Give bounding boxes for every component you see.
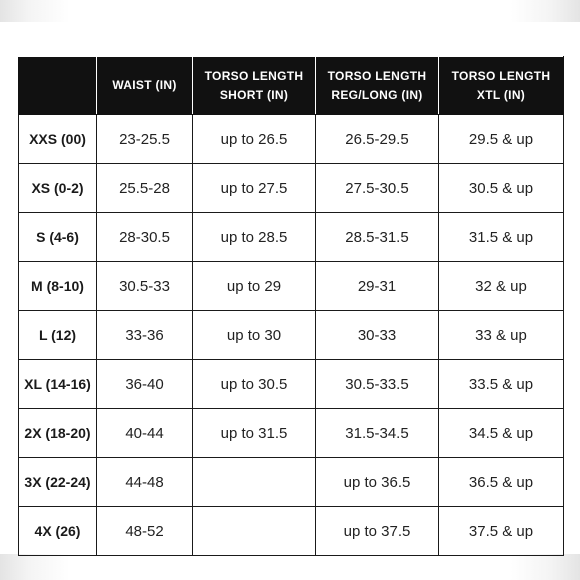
header-torso-xtl-line1: TORSO LENGTH: [451, 68, 551, 83]
torso-reg-cell: up to 37.5: [316, 507, 439, 556]
torso-xtl-cell: 33 & up: [439, 311, 564, 360]
header-torso-xtl-line2: XTL (IN): [476, 87, 526, 102]
size-chart-table: [18, 56, 564, 556]
size-cell: 4X (26): [19, 507, 97, 556]
size-cell: S (4-6): [19, 213, 97, 262]
torso-short-cell: up to 29: [193, 262, 316, 311]
torso-xtl-cell: 36.5 & up: [439, 458, 564, 507]
table-row: [19, 262, 564, 311]
torso-reg-cell: 29-31: [316, 262, 439, 311]
header-torso-short: [193, 57, 316, 115]
header-size: [19, 57, 97, 115]
torso-short-cell: [193, 458, 316, 507]
table-row: [19, 458, 564, 507]
torso-xtl-cell: 34.5 & up: [439, 409, 564, 458]
size-cell: 2X (18-20): [19, 409, 97, 458]
table-body: [19, 115, 564, 556]
torso-xtl-cell: 33.5 & up: [439, 360, 564, 409]
torso-reg-cell: 30.5-33.5: [316, 360, 439, 409]
header-torso-xtl: [439, 57, 564, 115]
torso-short-cell: up to 28.5: [193, 213, 316, 262]
table-row: [19, 409, 564, 458]
torso-short-cell: up to 26.5: [193, 115, 316, 164]
torso-reg-cell: 26.5-29.5: [316, 115, 439, 164]
size-cell: XXS (00): [19, 115, 97, 164]
torso-reg-cell: 28.5-31.5: [316, 213, 439, 262]
header-row: [19, 57, 564, 115]
torso-xtl-cell: 30.5 & up: [439, 164, 564, 213]
header-torso-reg-line2: REG/LONG (IN): [331, 87, 423, 102]
table-row: [19, 164, 564, 213]
torso-short-cell: up to 31.5: [193, 409, 316, 458]
header-waist: WAIST (IN): [97, 57, 193, 115]
waist-cell: 23-25.5: [97, 115, 193, 164]
waist-cell: 30.5-33: [97, 262, 193, 311]
torso-short-cell: up to 27.5: [193, 164, 316, 213]
header-torso-reg: [316, 57, 439, 115]
size-cell: M (8-10): [19, 262, 97, 311]
torso-reg-cell: 31.5-34.5: [316, 409, 439, 458]
header-torso-reg-line1: TORSO LENGTH: [327, 68, 427, 83]
waist-cell: 25.5-28: [97, 164, 193, 213]
waist-cell: 36-40: [97, 360, 193, 409]
size-cell: XS (0-2): [19, 164, 97, 213]
waist-cell: 40-44: [97, 409, 193, 458]
table-row: [19, 507, 564, 556]
torso-reg-cell: 30-33: [316, 311, 439, 360]
table-row: [19, 360, 564, 409]
waist-cell: 28-30.5: [97, 213, 193, 262]
table-header: [19, 57, 564, 115]
size-cell: 3X (22-24): [19, 458, 97, 507]
torso-short-cell: up to 30: [193, 311, 316, 360]
size-cell: L (12): [19, 311, 97, 360]
header-torso-short-line1: TORSO LENGTH: [204, 68, 304, 83]
size-chart-card: [0, 22, 580, 554]
torso-xtl-cell: 29.5 & up: [439, 115, 564, 164]
torso-xtl-cell: 32 & up: [439, 262, 564, 311]
table-row: [19, 311, 564, 360]
table-row: [19, 115, 564, 164]
size-cell: XL (14-16): [19, 360, 97, 409]
table-row: [19, 213, 564, 262]
torso-reg-cell: up to 36.5: [316, 458, 439, 507]
torso-reg-cell: 27.5-30.5: [316, 164, 439, 213]
waist-cell: 48-52: [97, 507, 193, 556]
waist-cell: 44-48: [97, 458, 193, 507]
header-torso-short-line2: SHORT (IN): [219, 87, 289, 102]
torso-short-cell: up to 30.5: [193, 360, 316, 409]
torso-xtl-cell: 31.5 & up: [439, 213, 564, 262]
torso-short-cell: [193, 507, 316, 556]
torso-xtl-cell: 37.5 & up: [439, 507, 564, 556]
waist-cell: 33-36: [97, 311, 193, 360]
